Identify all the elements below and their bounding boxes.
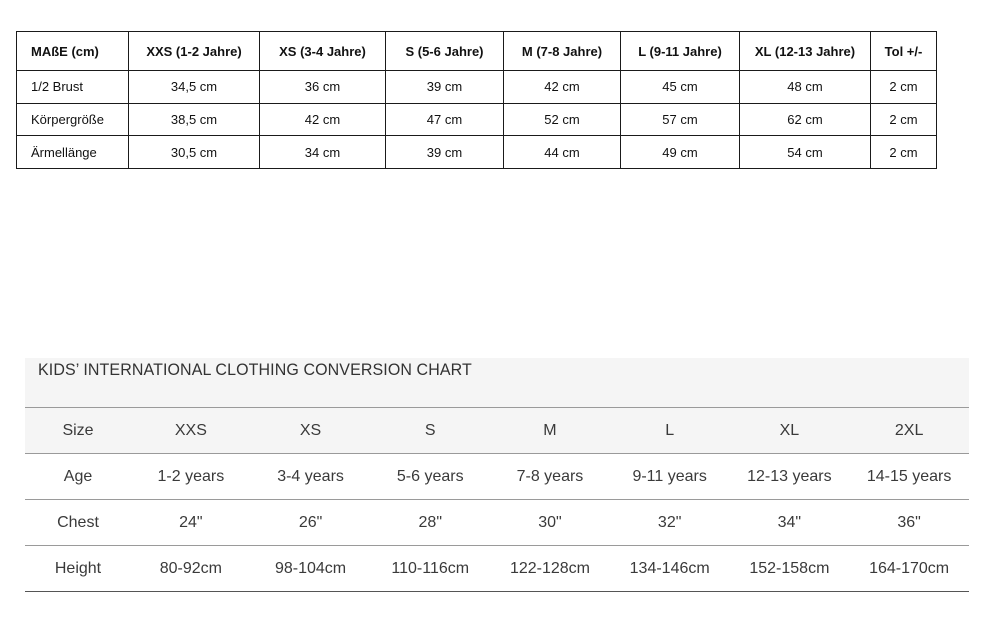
size-table-header-cell: XL (12-13 Jahre): [740, 32, 871, 71]
table-row: [17, 103, 937, 136]
table-cell: 36": [849, 500, 969, 546]
size-table-header-cell: XS (3-4 Jahre): [260, 32, 386, 71]
table-cell: 28": [370, 500, 490, 546]
table-cell: 42 cm: [260, 103, 386, 136]
conversion-table: [25, 407, 969, 592]
table-cell: 57 cm: [621, 103, 740, 136]
table-cell: 80-92cm: [131, 546, 251, 592]
table-cell: 30,5 cm: [129, 136, 260, 169]
conversion-chart-title: KIDS’ INTERNATIONAL CLOTHING CONVERSION CHART: [38, 361, 472, 380]
size-table-header-cell: M (7-8 Jahre): [504, 32, 621, 71]
table-row: [25, 500, 969, 546]
table-cell: 3-4 years: [251, 454, 371, 500]
table-cell: 52 cm: [504, 103, 621, 136]
table-cell: 44 cm: [504, 136, 621, 169]
table-cell: XL: [730, 408, 850, 454]
table-cell: 7-8 years: [490, 454, 610, 500]
table-cell: 98-104cm: [251, 546, 371, 592]
size-table-header-cell: MAßE (cm): [17, 32, 129, 71]
size-table-header-row: [17, 32, 937, 71]
size-table-header-cell: XXS (1-2 Jahre): [129, 32, 260, 71]
conversion-chart: [25, 358, 969, 592]
table-cell: 2 cm: [871, 103, 937, 136]
table-cell: 2XL: [849, 408, 969, 454]
table-row: [25, 454, 969, 500]
table-cell: 47 cm: [386, 103, 504, 136]
table-cell: 26": [251, 500, 371, 546]
table-cell: 38,5 cm: [129, 103, 260, 136]
size-table-header-cell: S (5-6 Jahre): [386, 32, 504, 71]
table-cell: 49 cm: [621, 136, 740, 169]
table-row: [25, 408, 969, 454]
table-row: [25, 546, 969, 592]
row-label: Ärmellänge: [17, 136, 129, 169]
table-cell: 32": [610, 500, 730, 546]
table-cell: 2 cm: [871, 136, 937, 169]
table-cell: 152-158cm: [730, 546, 850, 592]
table-cell: 30": [490, 500, 610, 546]
table-cell: 39 cm: [386, 71, 504, 104]
table-cell: 2 cm: [871, 71, 937, 104]
row-label: Körpergröße: [17, 103, 129, 136]
table-cell: 110-116cm: [370, 546, 490, 592]
table-cell: 62 cm: [740, 103, 871, 136]
table-cell: 134-146cm: [610, 546, 730, 592]
table-cell: S: [370, 408, 490, 454]
table-cell: 122-128cm: [490, 546, 610, 592]
row-label: Age: [25, 454, 131, 500]
size-table-header-cell: Tol +/-: [871, 32, 937, 71]
table-cell: 1-2 years: [131, 454, 251, 500]
size-table-header-cell: L (9-11 Jahre): [621, 32, 740, 71]
table-cell: 34,5 cm: [129, 71, 260, 104]
table-cell: 12-13 years: [730, 454, 850, 500]
table-cell: 54 cm: [740, 136, 871, 169]
table-cell: 24": [131, 500, 251, 546]
table-row: [17, 136, 937, 169]
table-cell: 42 cm: [504, 71, 621, 104]
table-cell: 34 cm: [260, 136, 386, 169]
row-label: Chest: [25, 500, 131, 546]
row-label: 1/2 Brust: [17, 71, 129, 104]
table-cell: 45 cm: [621, 71, 740, 104]
table-cell: 5-6 years: [370, 454, 490, 500]
table-cell: 34": [730, 500, 850, 546]
table-cell: 9-11 years: [610, 454, 730, 500]
conversion-chart-title-bar: [25, 358, 969, 408]
table-cell: 164-170cm: [849, 546, 969, 592]
table-cell: XXS: [131, 408, 251, 454]
table-cell: 39 cm: [386, 136, 504, 169]
table-cell: L: [610, 408, 730, 454]
table-row: [17, 71, 937, 104]
table-cell: 36 cm: [260, 71, 386, 104]
size-table: [16, 31, 937, 169]
table-cell: M: [490, 408, 610, 454]
row-label: Size: [25, 408, 131, 454]
table-cell: 14-15 years: [849, 454, 969, 500]
table-cell: XS: [251, 408, 371, 454]
row-label: Height: [25, 546, 131, 592]
table-cell: 48 cm: [740, 71, 871, 104]
